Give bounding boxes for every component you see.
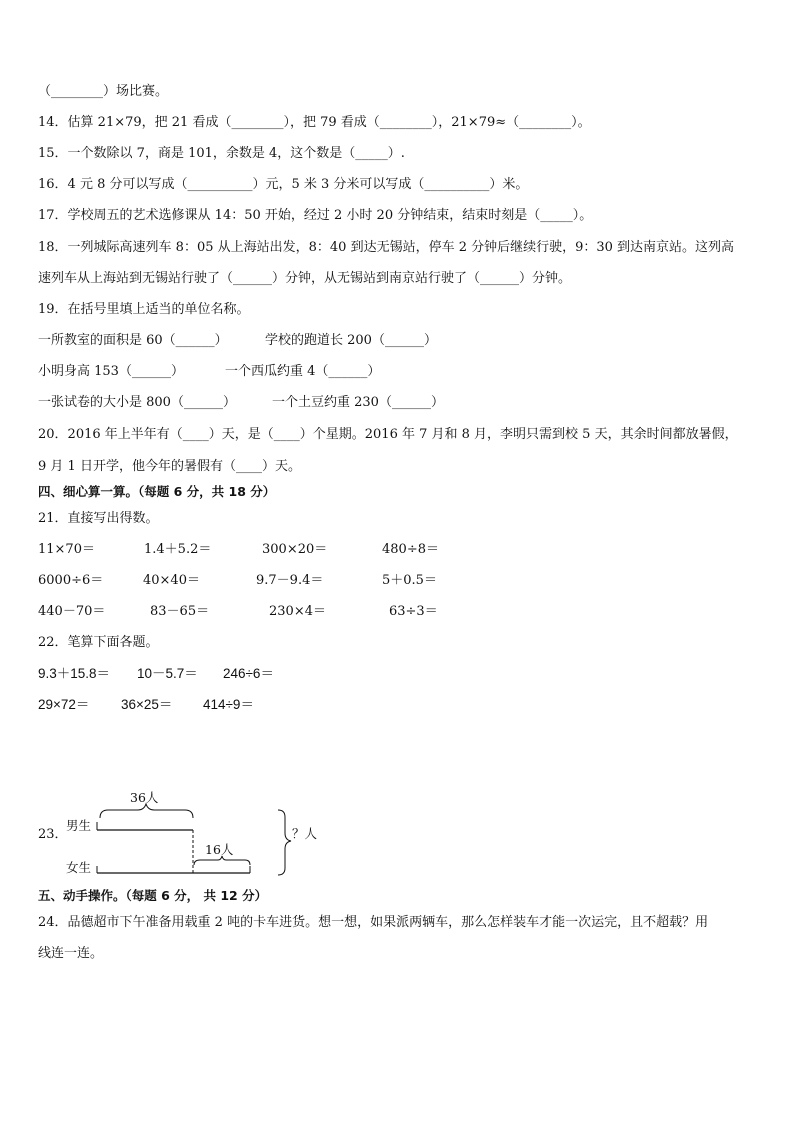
boys-label: 男生 — [66, 818, 92, 833]
right-brace — [278, 810, 291, 875]
question-20-line1: 20．2016 年上半年有（____）天，是（____）个星期。2016 年 7 月和 8 月，李明只需到校 5 天，其余时间都放暑假， — [38, 427, 738, 442]
section-4-heading: 四、细心算一算。（每题 6 分，共 18 分） — [38, 484, 276, 499]
question-19-item-3a: 一张试卷的大小是 800（______） — [38, 395, 236, 410]
question-19-item-2b: 一个西瓜约重 4（______） — [225, 364, 381, 379]
question-19-item-3b: 一个土豆约重 230（______） — [272, 395, 444, 410]
top-brace — [100, 804, 193, 818]
question-16: 16．4 元 8 分可以写成（__________）元，5 米 3 分米可以写成（__________）米。 — [38, 177, 529, 192]
diff-label: 16人 — [205, 842, 234, 857]
calc21-r0c1: 1.4＋5.2＝ — [144, 542, 212, 557]
calc21-r2c1: 83－65＝ — [150, 604, 210, 619]
calc21-r2c3: 63÷3＝ — [389, 604, 438, 619]
question-19: 19．在括号里填上适当的单位名称。 — [38, 302, 250, 317]
section-5-heading: 五、动手操作。（每题 6 分， 共 12 分） — [38, 888, 268, 903]
calc22-r0c1: 10－5.7＝ — [137, 666, 198, 681]
calc21-r0c0: 11×70＝ — [38, 542, 95, 557]
question-15: 15．一个数除以 7，商是 101，余数是 4，这个数是（_____）. — [38, 146, 405, 161]
question-18-line1: 18．一列城际高速列车 8：05 从上海站出发，8：40 到达无锡站，停车 2 分钟后继续行驶，9：30 到达南京站。这列高 — [38, 240, 735, 255]
calc21-r1c0: 6000÷6＝ — [38, 573, 104, 588]
calc21-r2c0: 440－70＝ — [38, 604, 106, 619]
calc21-r1c2: 9.7－9.4＝ — [256, 573, 324, 588]
calc21-r1c1: 40×40＝ — [143, 573, 200, 588]
question-17: 17．学校周五的艺术选修课从 14：50 开始，经过 2 小时 20 分钟结束，结束时刻是（_____）。 — [38, 208, 593, 223]
question-24-line2: 线连一连。 — [38, 946, 104, 961]
total-label: ？人 — [292, 826, 318, 841]
calc22-r1c2: 414÷9＝ — [203, 697, 254, 712]
question-20-line2: 9 月 1 日开学，他今年的暑假有（____）天。 — [38, 459, 301, 474]
calc21-r0c3: 480÷8＝ — [382, 542, 439, 557]
calc22-r0c0: 9.3＋15.8＝ — [38, 666, 111, 681]
calc21-r0c2: 300×20＝ — [262, 542, 328, 557]
question-22: 22．笔算下面各题。 — [38, 635, 159, 650]
calc22-r1c0: 29×72＝ — [38, 697, 90, 712]
question-14: 14．估算 21×79，把 21 看成（________），把 79 看成（________），21×79≈（________）。 — [38, 115, 591, 130]
top-brace-label: 36人 — [130, 790, 159, 805]
calc21-r1c3: 5＋0.5＝ — [382, 573, 437, 588]
question-23-number: 23． — [38, 827, 68, 842]
calc22-r0c2: 246÷6＝ — [223, 666, 274, 681]
question-19-item-1a: 一所教室的面积是 60（______） — [38, 333, 228, 348]
calc22-r1c1: 36×25＝ — [121, 697, 173, 712]
question-18-line2: 速列车从上海站到无锡站行驶了（______）分钟，从无锡站到南京站行驶了（______）分钟。 — [38, 271, 572, 286]
question-19-item-2a: 小明身高 153（______） — [38, 364, 184, 379]
question-24-line1: 24．品德超市下午准备用载重 2 吨的卡车进货。想一想，如果派两辆车，那么怎样装车才能一次运完，且不超载？用 — [38, 915, 709, 930]
line-continuation: （________）场比赛。 — [38, 84, 169, 99]
calc21-r2c2: 230×4＝ — [269, 604, 326, 619]
question-19-item-1b: 学校的跑道长 200（______） — [265, 333, 437, 348]
girls-label: 女生 — [66, 860, 92, 875]
question-21: 21．直接写出得数。 — [38, 511, 159, 526]
